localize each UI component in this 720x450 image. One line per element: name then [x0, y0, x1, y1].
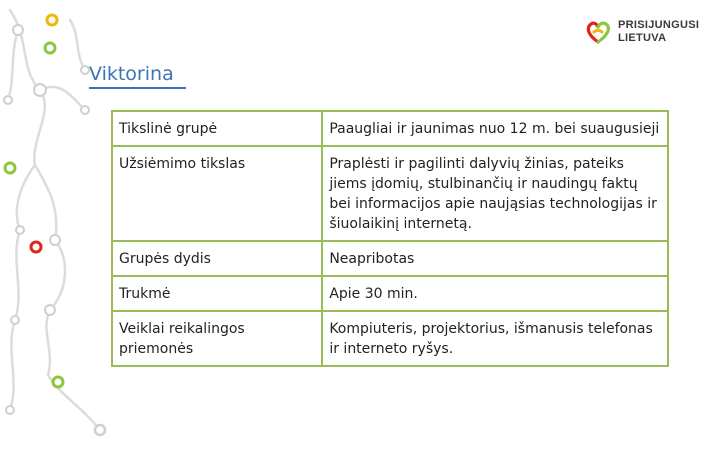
- logo-line-2: LIETUVA: [618, 32, 667, 44]
- green-dot-icon: [5, 163, 15, 173]
- row-label: Tikslinė grupė: [112, 111, 322, 146]
- table-row: [112, 311, 668, 366]
- table-row: [112, 111, 668, 146]
- row-label: Trukmė: [112, 276, 322, 311]
- row-value: Kompiuteris, projektorius, išmanusis telefonas ir interneto ryšys.: [322, 311, 668, 366]
- heart-swirl-icon: [584, 18, 612, 46]
- row-value: Praplėsti ir pagilinti dalyvių žinias, pateiks jiems įdomių, stulbinančių ir naudingų faktų bei informacijos apie naująsias technologijas ir šiuolaikinį internetą.: [322, 146, 668, 241]
- table-row: [112, 241, 668, 276]
- row-value: Neapribotas: [322, 241, 668, 276]
- row-label: Užsiėmimo tikslas: [112, 146, 322, 241]
- row-value: Paaugliai ir jaunimas nuo 12 m. bei suaugusieji: [322, 111, 668, 146]
- info-table: [111, 110, 669, 367]
- green-dot-icon: [53, 377, 63, 387]
- table-row: [112, 276, 668, 311]
- yellow-dot-icon: [47, 15, 57, 25]
- table-row: [112, 146, 668, 241]
- row-label: Veiklai reikalingos priemonės: [112, 311, 322, 366]
- row-label: Grupės dydis: [112, 241, 322, 276]
- gray-dot-icon: [95, 425, 105, 435]
- red-dot-icon: [31, 242, 41, 252]
- brand-logo: [584, 18, 699, 46]
- row-value: Apie 30 min.: [322, 276, 668, 311]
- logo-line-1: PRISIJUNGUSI: [618, 19, 700, 31]
- page-title: Viktorina: [89, 62, 186, 89]
- logo-text: [618, 19, 699, 45]
- green-dot-icon: [45, 43, 55, 53]
